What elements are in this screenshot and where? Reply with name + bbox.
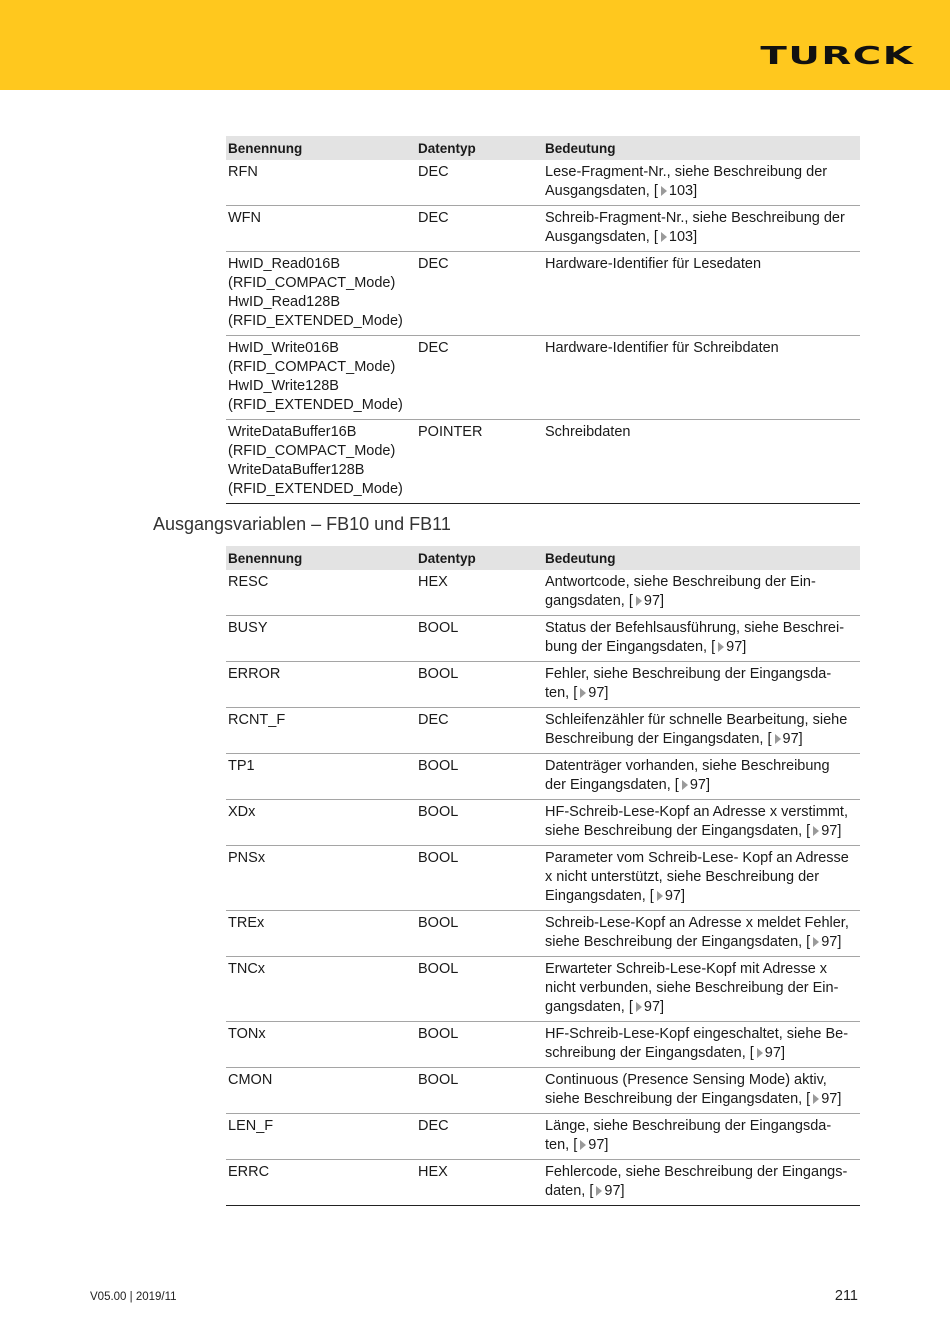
cell-benennung [226, 336, 416, 420]
page-reference-link[interactable]: [ 97] [763, 731, 803, 747]
cell-bedeutung [543, 160, 860, 206]
meaning-text: Hardware-Identifier für Schreibdaten [545, 340, 779, 356]
page-reference-number: 97 [821, 823, 838, 839]
cell-datentyp: BOOL [416, 662, 543, 708]
arrow-right-icon [661, 232, 667, 242]
table-row [226, 800, 860, 846]
page-reference-link[interactable]: [ 97] [645, 888, 686, 904]
meaning-line [545, 776, 858, 795]
cell-datentyp: DEC [416, 708, 543, 754]
cell-bedeutung [543, 420, 860, 504]
cell-datentyp: DEC [416, 1114, 543, 1160]
table-row [226, 252, 860, 336]
variable-name-line: TREx [228, 915, 265, 931]
page-reference-number: 97 [588, 1137, 605, 1153]
page-reference-link[interactable]: [ 103] [649, 183, 698, 199]
cell-benennung [226, 1022, 416, 1068]
variable-name-line: ERRC [228, 1164, 270, 1180]
meaning-line [545, 1025, 858, 1044]
variable-name-line: HwID_Read128B [228, 294, 341, 310]
cell-datentyp: DEC [416, 206, 543, 252]
cell-bedeutung [543, 616, 860, 662]
cell-benennung [226, 662, 416, 708]
cell-benennung [226, 846, 416, 911]
page-reference-link[interactable]: [ 103] [649, 229, 698, 245]
table-row [226, 957, 860, 1022]
meaning-line [545, 730, 858, 749]
cell-datentyp: BOOL [416, 846, 543, 911]
page-reference-number: 103 [668, 183, 694, 199]
variable-name-line: BUSY [228, 620, 268, 636]
meaning-text: Schreib-Fragment-Nr., siehe Beschreibung der [545, 210, 845, 226]
page-reference-number: 97 [782, 731, 799, 747]
variable-name-line: XDx [228, 804, 256, 820]
arrow-right-icon [580, 688, 586, 698]
meaning-text: ten, [545, 685, 570, 701]
meaning-line [545, 665, 858, 684]
meaning-line [545, 849, 858, 868]
meaning-text: Schleifenzähler für schnelle Bearbeitung, siehe [545, 712, 848, 728]
variable-name-line: HwID_Read016B [228, 256, 341, 272]
arrow-right-icon [813, 1094, 819, 1104]
table-row [226, 662, 860, 708]
meaning-text: HF-Schreib-Lese-Kopf an Adresse x verstimmt, [545, 804, 848, 820]
meaning-line [545, 711, 858, 730]
arrow-right-icon [813, 937, 819, 947]
arrow-right-icon [775, 734, 781, 744]
variable-name-line: (RFID_COMPACT_Mode) [228, 359, 396, 375]
meaning-line [545, 638, 858, 657]
cell-bedeutung [543, 1160, 860, 1206]
cell-datentyp: DEC [416, 336, 543, 420]
variable-name-line: HwID_Write128B [228, 378, 339, 394]
meaning-text: der Eingangsdaten, [545, 777, 671, 793]
cell-datentyp: BOOL [416, 911, 543, 957]
page-reference-number: 97 [821, 934, 838, 950]
cell-bedeutung [543, 754, 860, 800]
page-reference-number: 97 [643, 999, 661, 1015]
page-reference-link[interactable]: [ 97] [802, 823, 842, 839]
cell-datentyp: BOOL [416, 1022, 543, 1068]
arrow-right-icon [636, 1002, 642, 1012]
table-header-row [226, 546, 860, 570]
page-reference-link[interactable]: [ 97] [569, 685, 609, 701]
page-reference-number: 97 [588, 685, 605, 701]
column-header-benennung: Benennung [226, 136, 416, 160]
table-row [226, 1114, 860, 1160]
meaning-line [545, 255, 858, 274]
table-row [226, 1068, 860, 1114]
cell-datentyp: HEX [416, 1160, 543, 1206]
meaning-text: bung der Eingangsdaten, [545, 639, 708, 655]
cell-benennung [226, 800, 416, 846]
column-header-bedeutung: Bedeutung [543, 546, 860, 570]
table-row [226, 911, 860, 957]
cell-benennung [226, 957, 416, 1022]
arrow-right-icon [757, 1048, 763, 1058]
cell-bedeutung [543, 846, 860, 911]
meaning-line [545, 979, 858, 998]
variable-name-line: PNSx [228, 850, 266, 866]
meaning-text: siehe Beschreibung der Eingangsdaten, [545, 823, 803, 839]
meaning-text: Beschreibung der Eingangsdaten, [545, 731, 764, 747]
table-row [226, 160, 860, 206]
page-reference-number: 97 [604, 1183, 621, 1199]
meaning-line [545, 228, 858, 247]
meaning-text: Länge, siehe Beschreibung der Eingangsda- [545, 1118, 832, 1134]
meaning-text: Continuous (Presence Sensing Mode) aktiv, [545, 1072, 827, 1088]
variable-name-line: (RFID_COMPACT_Mode) [228, 443, 396, 459]
meaning-line [545, 339, 858, 358]
cell-benennung [226, 160, 416, 206]
cell-benennung [226, 1114, 416, 1160]
arrow-right-icon [718, 642, 724, 652]
cell-datentyp: BOOL [416, 616, 543, 662]
meaning-line [545, 1071, 858, 1090]
meaning-line [545, 868, 858, 887]
page-reference-link[interactable]: [ 97] [802, 934, 842, 950]
meaning-text: nicht verbunden, siehe Beschreibung der Ein- [545, 980, 839, 996]
cell-bedeutung [543, 252, 860, 336]
meaning-text: Parameter vom Schreib-Lese- Kopf an Adresse [545, 850, 849, 866]
table-row [226, 336, 860, 420]
meaning-text: x nicht unterstützt, siehe Beschreibung der [545, 869, 820, 885]
cell-bedeutung [543, 708, 860, 754]
cell-bedeutung [543, 662, 860, 708]
page-reference-link[interactable]: [ 97] [624, 999, 665, 1015]
meaning-line [545, 1182, 858, 1201]
page-reference-link[interactable]: [ 97] [745, 1045, 785, 1061]
table-row [226, 570, 860, 616]
variable-name-line: WriteDataBuffer16B [228, 424, 357, 440]
meaning-line [545, 684, 858, 703]
meaning-text: Lese-Fragment-Nr., siehe Beschreibung der [545, 164, 828, 180]
page-reference-number: 97 [821, 1091, 838, 1107]
meaning-text: siehe Beschreibung der Eingangsdaten, [545, 934, 803, 950]
page-reference-number: 97 [664, 888, 681, 904]
meaning-line [545, 209, 858, 228]
page-reference-number: 97 [764, 1045, 781, 1061]
page-reference-number: 97 [689, 777, 706, 793]
table-row [226, 616, 860, 662]
column-header-datentyp: Datentyp [416, 136, 543, 160]
cell-datentyp: DEC [416, 252, 543, 336]
meaning-text: ten, [545, 1137, 570, 1153]
meaning-line [545, 619, 858, 638]
input-variables-table [226, 136, 860, 504]
variable-name-line: RFN [228, 164, 258, 180]
meaning-line [545, 914, 858, 933]
cell-bedeutung [543, 800, 860, 846]
arrow-right-icon [657, 891, 663, 901]
meaning-line [545, 1090, 858, 1109]
cell-benennung [226, 708, 416, 754]
cell-datentyp: BOOL [416, 754, 543, 800]
cell-benennung [226, 754, 416, 800]
page-reference-number: 97 [643, 593, 661, 609]
cell-benennung [226, 570, 416, 616]
meaning-line [545, 933, 858, 952]
cell-bedeutung [543, 570, 860, 616]
cell-benennung [226, 206, 416, 252]
meaning-line [545, 1117, 858, 1136]
cell-benennung [226, 911, 416, 957]
variable-name-line: TP1 [228, 758, 255, 774]
meaning-text: Status der Befehlsausführung, siehe Beschrei- [545, 620, 845, 636]
cell-bedeutung [543, 336, 860, 420]
table-header-row [226, 136, 860, 160]
meaning-line [545, 998, 858, 1017]
variable-name-line: (RFID_EXTENDED_Mode) [228, 397, 403, 413]
meaning-line [545, 960, 858, 979]
meaning-line [545, 182, 858, 201]
variable-name-line: CMON [228, 1072, 273, 1088]
meaning-text: gangsdaten, [545, 593, 625, 609]
page-reference-number: 97 [726, 639, 743, 655]
arrow-right-icon [596, 1186, 602, 1196]
cell-bedeutung [543, 1022, 860, 1068]
cell-bedeutung [543, 1114, 860, 1160]
cell-bedeutung [543, 1068, 860, 1114]
variable-name-line: LEN_F [228, 1118, 274, 1134]
meaning-text: Schreibdaten [545, 424, 631, 440]
cell-benennung [226, 420, 416, 504]
table-row [226, 846, 860, 911]
page-reference-link[interactable]: [ 97] [585, 1183, 625, 1199]
meaning-line [545, 803, 858, 822]
arrow-right-icon [661, 186, 667, 196]
variable-name-line: (RFID_COMPACT_Mode) [228, 275, 396, 291]
meaning-line [545, 1044, 858, 1063]
column-header-bedeutung: Bedeutung [543, 136, 860, 160]
meaning-text: Fehlercode, siehe Beschreibung der Eingangs- [545, 1164, 848, 1180]
variable-name-line: ERROR [228, 666, 281, 682]
meaning-text: Fehler, siehe Beschreibung der Eingangsda- [545, 666, 832, 682]
meaning-text: Eingangsdaten, [545, 888, 646, 904]
meaning-text: siehe Beschreibung der Eingangsdaten, [545, 1091, 803, 1107]
arrow-right-icon [813, 826, 819, 836]
variable-name-line: (RFID_EXTENDED_Mode) [228, 313, 403, 329]
meaning-text: Hardware-Identifier für Lesedaten [545, 256, 762, 272]
arrow-right-icon [682, 780, 688, 790]
cell-bedeutung [543, 911, 860, 957]
page-reference-link[interactable]: [ 97] [707, 639, 747, 655]
cell-datentyp: POINTER [416, 420, 543, 504]
variable-name-line: (RFID_EXTENDED_Mode) [228, 481, 403, 497]
cell-benennung [226, 616, 416, 662]
meaning-line [545, 573, 858, 592]
page-number: 211 [834, 1288, 858, 1304]
cell-datentyp: BOOL [416, 800, 543, 846]
column-header-benennung: Benennung [226, 546, 416, 570]
page-reference-link[interactable]: [ 97] [670, 777, 710, 793]
table-row [226, 1022, 860, 1068]
meaning-text: Datenträger vorhanden, siehe Beschreibung [545, 758, 830, 774]
cell-datentyp: BOOL [416, 957, 543, 1022]
output-variables-table [226, 546, 860, 1206]
meaning-line [545, 822, 858, 841]
cell-benennung [226, 252, 416, 336]
table-row [226, 708, 860, 754]
column-header-datentyp: Datentyp [416, 546, 543, 570]
footer-version: V05.00 | 2019/11 [90, 1291, 177, 1303]
page-reference-link[interactable]: [ 97] [624, 593, 665, 609]
meaning-line [545, 163, 858, 182]
meaning-text: gangsdaten, [545, 999, 625, 1015]
variable-name-line: TNCx [228, 961, 266, 977]
meaning-text: Ausgangsdaten, [545, 229, 650, 245]
cell-benennung [226, 1160, 416, 1206]
table-row [226, 1160, 860, 1206]
meaning-text: daten, [545, 1183, 586, 1199]
meaning-text: Schreib-Lese-Kopf an Adresse x meldet Fehler, [545, 915, 849, 931]
cell-benennung [226, 1068, 416, 1114]
variable-name-line: HwID_Write016B [228, 340, 339, 356]
section-heading: Ausgangsvariablen – FB10 und FB11 [153, 514, 451, 534]
meaning-text: Antwortcode, siehe Beschreibung der Ein- [545, 574, 816, 590]
meaning-line [545, 423, 858, 442]
table-row [226, 420, 860, 504]
variable-name-line: WriteDataBuffer128B [228, 462, 365, 478]
cell-bedeutung [543, 206, 860, 252]
meaning-text: schreibung der Eingangsdaten, [545, 1045, 746, 1061]
variable-name-line: RCNT_F [228, 712, 286, 728]
table-row [226, 754, 860, 800]
cell-bedeutung [543, 957, 860, 1022]
meaning-line [545, 887, 858, 906]
variable-name-line: RESC [228, 574, 269, 590]
meaning-text: Ausgangsdaten, [545, 183, 650, 199]
variable-name-line: WFN [228, 210, 262, 226]
meaning-line [545, 1163, 858, 1182]
meaning-line [545, 757, 858, 776]
cell-datentyp: HEX [416, 570, 543, 616]
cell-datentyp: DEC [416, 160, 543, 206]
meaning-text: Erwarteter Schreib-Lese-Kopf mit Adresse x [545, 961, 828, 977]
table-row [226, 206, 860, 252]
variable-name-line: TONx [228, 1026, 266, 1042]
header-band [0, 0, 950, 90]
page-reference-link[interactable]: [ 97] [569, 1137, 609, 1153]
arrow-right-icon [580, 1140, 586, 1150]
arrow-right-icon [636, 596, 642, 606]
meaning-line [545, 1136, 858, 1155]
meaning-line [545, 592, 858, 611]
meaning-text: HF-Schreib-Lese-Kopf eingeschaltet, siehe Be- [545, 1026, 849, 1042]
page-reference-number: 103 [668, 229, 694, 245]
cell-datentyp: BOOL [416, 1068, 543, 1114]
turck-logo: TURCK [760, 41, 914, 70]
page-reference-link[interactable]: [ 97] [802, 1091, 842, 1107]
